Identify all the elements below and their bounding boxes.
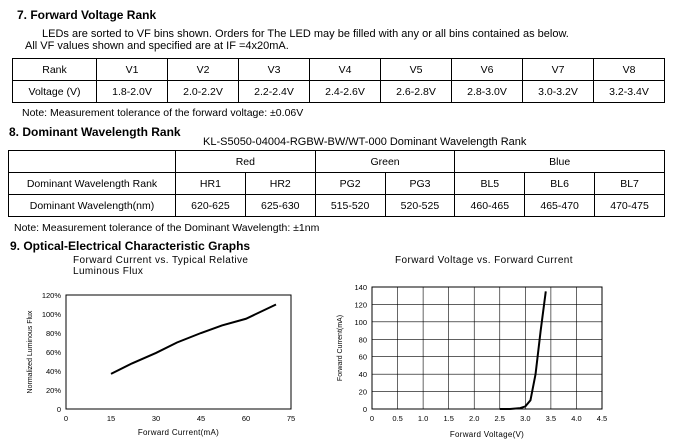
wavelength-cell: 620-625 [176,195,246,217]
y-tick-label: 20 [358,387,367,397]
wavelength-cell: 465-470 [525,195,595,217]
y-tick-label: 60 [358,352,367,362]
rank-cell: V6 [452,59,523,81]
x-tick-label: 75 [286,414,296,423]
voltage-cell: 3.0-3.2V [523,81,594,103]
voltage-cell: 2.6-2.8V [381,81,452,103]
rank-cell: V5 [381,59,452,81]
rank-cell: BL7 [595,173,665,195]
section-7-desc-line1: LEDs are sorted to VF bins shown. Orders for The LED may be filled with any or all bins contained as below. [42,28,569,40]
y-tick-label: 40 [358,370,367,380]
wavelength-row [9,195,665,217]
rank-cell: V7 [523,59,594,81]
x-tick-label: 45 [196,414,206,423]
rank-cell: HR2 [245,173,315,195]
rank-cell: V8 [594,59,665,81]
wavelength-cell: 520-525 [385,195,455,217]
group-blue: Blue [455,151,665,173]
rank-cell: V2 [168,59,239,81]
forward-voltage-table [12,58,665,103]
section-7-desc-line2: All VF values shown and specified are at IF =4x20mA. [25,40,289,52]
x-tick-label: 0 [63,414,69,423]
x-tick-label: 0.5 [392,414,403,423]
plot-frame [66,295,291,409]
rank-header: Rank [13,59,97,81]
voltage-cell: 2.8-3.0V [452,81,523,103]
rank-cell: BL5 [455,173,525,195]
chart2-title: Forward Voltage vs. Forward Current [395,255,573,266]
rank-cell: PG2 [315,173,385,195]
wavelength-header: Dominant Wavelength(nm) [9,195,176,217]
rank-cell: BL6 [525,173,595,195]
y-tick-label: 80 [358,335,367,345]
y-tick-label: 40% [45,367,61,376]
x-tick-label: 1.0 [417,414,429,423]
data-series-line [111,305,276,374]
rank-cell: V1 [97,59,168,81]
rank-header: Dominant Wavelength Rank [9,173,176,195]
x-tick-label: 4.0 [571,414,582,423]
x-tick-label: 15 [106,414,116,423]
voltage-cell: 1.8-2.0V [97,81,168,103]
y-axis-label: Normalized Luminous Flux [27,310,34,394]
x-tick-label: 3.0 [520,414,531,423]
group-green: Green [315,151,455,173]
voltage-cell: 2.2-2.4V [239,81,310,103]
forward-voltage-note: Note: Measurement tolerance of the forward voltage: ±0.06V [22,107,304,119]
wavelength-cell: 515-520 [315,195,385,217]
section-9-title: 9. Optical-Electrical Characteristic Graphs [10,239,251,253]
rank-cell: PG3 [385,173,455,195]
voltage-cell: 2.0-2.2V [168,81,239,103]
rank-cell: V4 [310,59,381,81]
x-tick-label: 4.5 [596,414,608,423]
y-tick-label: 60% [45,348,61,357]
voltage-header: Voltage (V) [13,81,97,103]
x-tick-label: 1.5 [443,414,454,423]
forward-current-chart [325,278,625,448]
x-axis-label: Forward Voltage(V) [449,430,525,439]
x-tick-label: 2.5 [494,414,505,423]
y-tick-label: 100 [354,317,367,327]
y-tick-label: 20% [45,386,61,395]
y-tick-label: 100% [41,310,61,319]
x-tick-label: 2.0 [469,414,480,423]
x-tick-label: 30 [151,414,161,423]
x-tick-label: 60 [241,414,251,423]
y-tick-label: 80% [45,329,61,338]
y-tick-label: 120% [41,291,61,300]
plot-frame [372,287,602,409]
x-axis-label: Forward Current(mA) [137,428,220,437]
y-axis-label: Forward Current(mA) [337,314,344,382]
rank-row [13,59,665,81]
chart1-title-line1: Forward Current vs. Typical Relative [73,255,249,266]
rank-cell: V3 [239,59,310,81]
blank-cell [9,151,176,173]
rank-cell: HR1 [176,173,246,195]
voltage-cell: 2.4-2.6V [310,81,381,103]
section-8-title: 8. Dominant Wavelength Rank [9,125,181,139]
group-row [9,151,665,173]
y-tick-label: 0 [56,405,61,414]
y-tick-label: 120 [354,300,367,310]
x-tick-label: 0 [369,414,375,423]
y-tick-label: 0 [362,405,367,414]
wavelength-note: Note: Measurement tolerance of the Dominant Wavelength: ±1nm [14,222,320,234]
wavelength-table-caption: KL-S5050-04004-RGBW-BW/WT-000 Dominant Wavelength Rank [203,136,527,148]
luminous-flux-chart [0,280,310,448]
x-tick-label: 3.5 [545,414,557,423]
wavelength-cell: 470-475 [595,195,665,217]
section-7-title: 7. Forward Voltage Rank [17,8,157,22]
group-red: Red [176,151,316,173]
dominant-wavelength-table [8,150,665,217]
wavelength-cell: 625-630 [245,195,315,217]
y-tick-label: 140 [354,283,367,292]
voltage-cell: 3.2-3.4V [594,81,665,103]
wavelength-cell: 460-465 [455,195,525,217]
voltage-row [13,81,665,103]
rank-row [9,173,665,195]
chart1-title-line2: Luminous Flux [73,266,144,277]
